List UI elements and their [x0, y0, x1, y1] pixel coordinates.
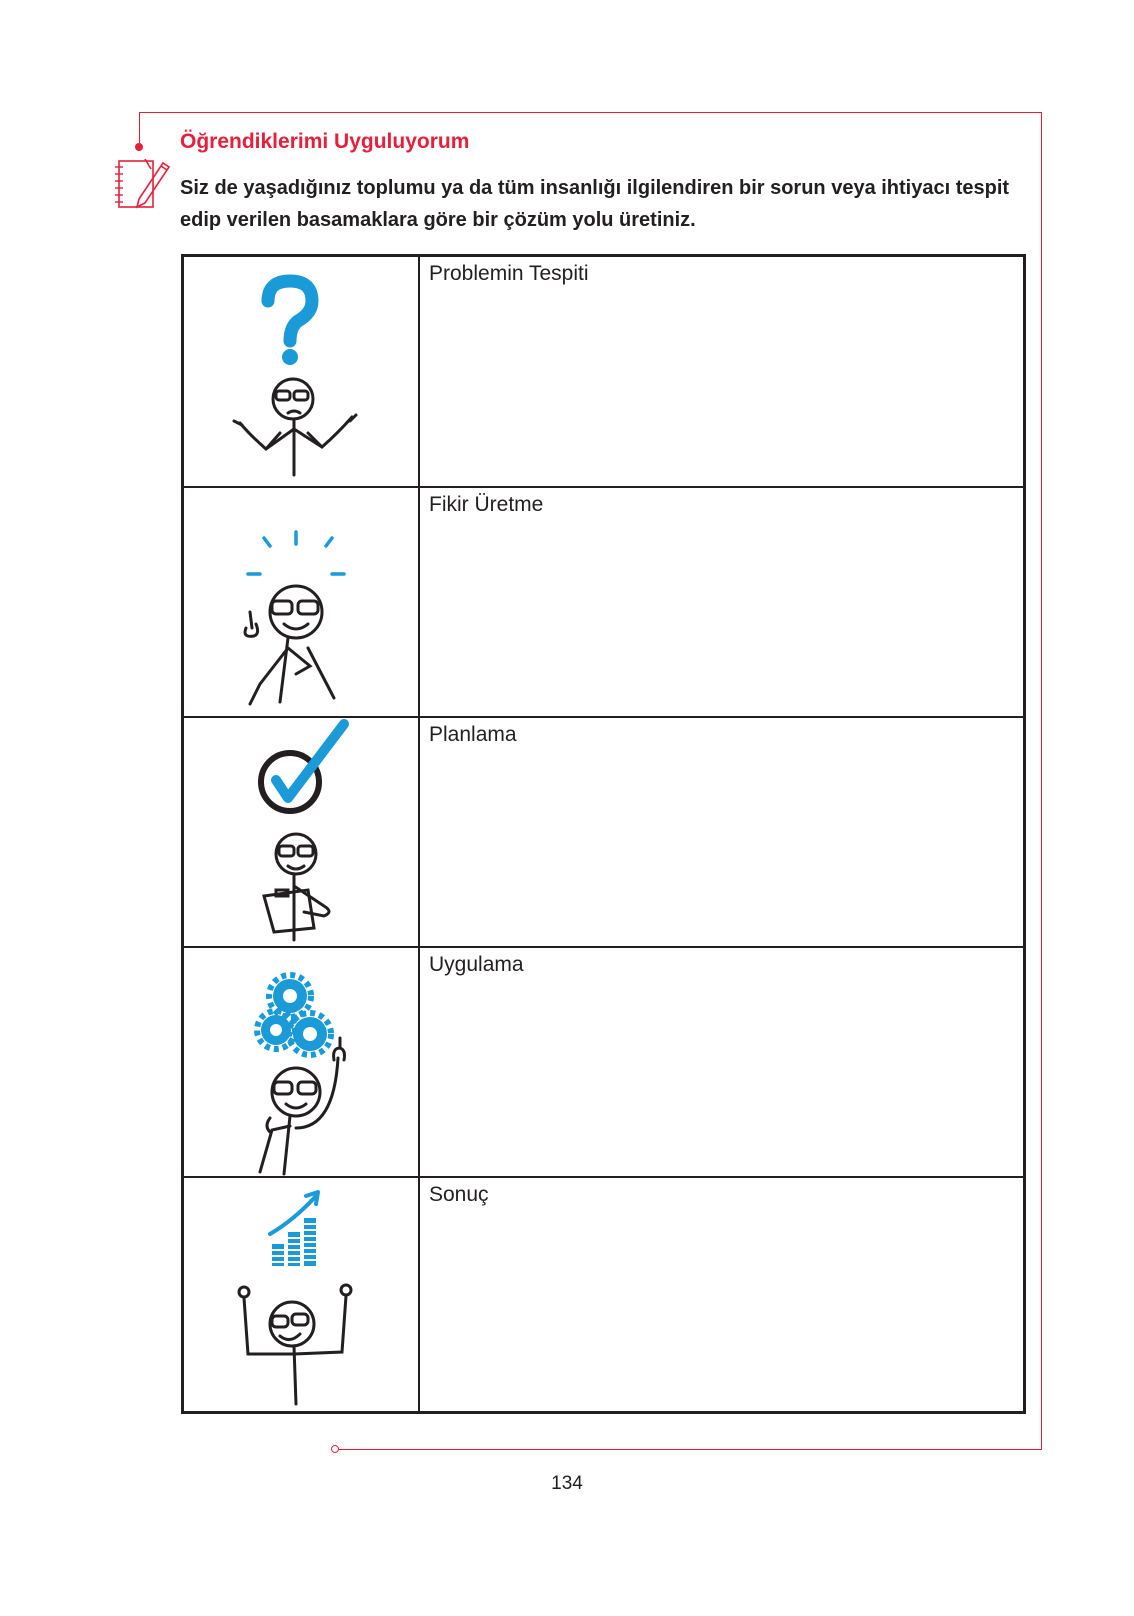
frame-left-line: [139, 112, 140, 147]
step-row-problem: [184, 257, 1023, 486]
section-title: Öğrendiklerimi Uyguluyorum: [180, 130, 470, 153]
instruction-text: Siz de yaşadığınız toplumu ya da tüm insanlığı ilgilendiren bir sorun veya ihtiyacı tespit edip verilen basamaklara göre bir çözüm yolu üretiniz.: [180, 177, 1010, 231]
checkmark-icon: [184, 718, 418, 948]
step-content-cell: [421, 257, 1023, 486]
frame-bottom-line: [338, 1449, 1042, 1450]
gears-icon: [184, 948, 418, 1178]
step-label: Planlama: [429, 723, 517, 746]
page-number: 134: [551, 1473, 583, 1494]
step-illustration: [184, 948, 418, 1176]
steps-table: [181, 254, 1026, 1414]
step-label: Uygulama: [429, 953, 524, 976]
step-content-cell: [421, 1178, 1023, 1411]
step-label: Fikir Üretme: [429, 493, 544, 516]
notebook-pencil-icon: [115, 155, 175, 213]
step-illustration: [184, 488, 418, 716]
step-content-cell: [421, 488, 1023, 716]
frame-ring: [331, 1445, 339, 1453]
step-label: Sonuç: [429, 1183, 489, 1206]
step-illustration: [184, 718, 418, 946]
step-content-cell: [421, 948, 1023, 1176]
step-content-cell: [421, 718, 1023, 946]
step-illustration: [184, 257, 418, 486]
growth-chart-icon: [184, 1178, 418, 1408]
step-row-planning: [184, 716, 1023, 946]
step-illustration: [184, 1178, 418, 1411]
step-row-idea: [184, 486, 1023, 716]
idea-spark-icon: [184, 488, 418, 718]
frame-top-line: [139, 112, 1042, 113]
step-row-application: [184, 946, 1023, 1176]
question-mark-icon: [184, 257, 418, 487]
step-label: Problemin Tespiti: [429, 262, 589, 285]
step-row-result: [184, 1176, 1023, 1411]
frame-dot: [135, 143, 143, 151]
frame-right-line: [1041, 112, 1042, 1450]
